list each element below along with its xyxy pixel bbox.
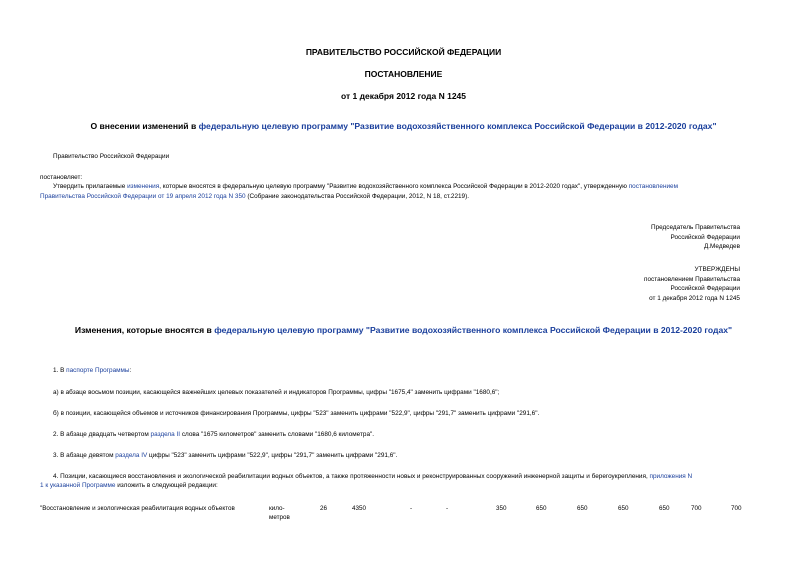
changes-link[interactable]: изменения bbox=[127, 183, 160, 190]
approved-block bbox=[644, 265, 740, 304]
appendix-link-part1[interactable]: приложения N bbox=[649, 473, 693, 480]
approved-date: от 1 декабря 2012 года N 1245 bbox=[649, 295, 740, 303]
table-row-unit-line2: метров bbox=[269, 514, 290, 521]
appendix-link-part2[interactable]: 1 к указанной Программе bbox=[40, 482, 116, 489]
document-date-number: от 1 декабря 2012 года N 1245 bbox=[340, 91, 467, 101]
signature-block bbox=[651, 223, 740, 252]
table-cell: 700 bbox=[691, 505, 702, 512]
resolution-link-part2[interactable]: Правительства Российской Федерации от 19 апреля 2012 года N 350 bbox=[40, 193, 246, 200]
table-cell: - bbox=[446, 505, 449, 512]
item-1a: а) в абзаце восьмом позиции, касающейся важнейших целевых показателей и индикаторов Программы, цифры "1675,4" заменить цифрами "1680,6"; bbox=[53, 389, 500, 396]
item-3 bbox=[53, 451, 397, 460]
signature-country: Российской Федерации bbox=[670, 233, 740, 241]
government-heading: ПРАВИТЕЛЬСТВО РОССИЙСКОЙ ФЕДЕРАЦИИ bbox=[305, 47, 502, 57]
program-passport-link[interactable]: паспорте Программы bbox=[66, 367, 130, 374]
item-4-suffix: изложить в следующей редакции: bbox=[115, 482, 218, 489]
document-title bbox=[0, 121, 807, 131]
item-2-suffix: слова "1675 километров" заменить словами "1680,6 километра". bbox=[180, 431, 375, 438]
table-cell: 650 bbox=[577, 505, 588, 512]
item-1-suffix: : bbox=[129, 367, 132, 374]
section-iv-link[interactable]: раздела IV bbox=[115, 452, 148, 459]
item-4-line2 bbox=[40, 481, 218, 490]
changes-title bbox=[0, 325, 807, 335]
title-program-link[interactable]: федеральную целевую программу "Развитие водохозяйственного комплекса Российской Федерации в 2012-2020 годах" bbox=[198, 121, 717, 131]
item-4-prefix: 4. Позиции, касающиеся восстановления и экологической реабилитации водных объектов, а также протяженности новых и реконструированных сооружений инженерной защиты и берегоукрепления, bbox=[53, 473, 650, 480]
table-row-name: "Восстановление и экологическая реабилитация водных объектов bbox=[40, 505, 235, 512]
item-4-line1 bbox=[53, 472, 692, 481]
section-ii-link[interactable]: раздела II bbox=[150, 431, 181, 438]
changes-title-prefix: Изменения, которые вносятся в bbox=[74, 325, 215, 335]
approved-heading: УТВЕРЖДЕНЫ bbox=[694, 266, 740, 273]
table-cell: 650 bbox=[618, 505, 629, 512]
table-cell: 350 bbox=[496, 505, 507, 512]
item-3-suffix: цифры "523" заменить цифрами "522,9", цифры "291,7" заменить цифрами "291,6". bbox=[147, 452, 398, 459]
item-2 bbox=[53, 430, 374, 439]
item-1-prefix: 1. В bbox=[53, 367, 67, 374]
approve-paragraph-line2 bbox=[40, 192, 469, 201]
table-row-unit-line1: кило- bbox=[269, 505, 285, 512]
item-2-prefix: 2. В абзаце двадцать четвертом bbox=[53, 431, 151, 438]
approved-resolution: постановлением Правительства bbox=[644, 275, 740, 283]
table-cell: 26 bbox=[320, 505, 328, 512]
table-cell: 650 bbox=[536, 505, 547, 512]
document-type: ПОСТАНОВЛЕНИЕ bbox=[364, 69, 443, 79]
item-1b: б) в позиции, касающейся объемов и источников финансирования Программы, цифры "523" заменить цифрами "522,9", цифры "291,7" заменить цифрами "291,6". bbox=[53, 410, 540, 417]
approve-paragraph-line1 bbox=[53, 182, 678, 191]
item-3-prefix: 3. В абзаце девятом bbox=[53, 452, 116, 459]
approve-suffix: (Собрание законодательства Российской Федерации, 2012, N 18, ст.2219). bbox=[245, 193, 470, 200]
table-cell: 4350 bbox=[352, 505, 367, 512]
approve-prefix: Утвердить прилагаемые bbox=[53, 183, 128, 190]
title-prefix: О внесении изменений в bbox=[90, 121, 199, 131]
resolves-line: постановляет: bbox=[40, 174, 83, 181]
approve-mid: , которые вносятся в федеральную целевую программу "Развитие водохозяйственного комплекса Российской Федерации в 2012-2020 годах", утвержденную bbox=[159, 183, 629, 190]
signature-position: Председатель Правительства bbox=[651, 224, 740, 231]
item-1 bbox=[53, 366, 131, 375]
resolution-link-part1[interactable]: постановлением bbox=[628, 183, 678, 190]
approved-country: Российской Федерации bbox=[670, 285, 740, 293]
table-cell: 700 bbox=[731, 505, 742, 512]
government-line: Правительство Российской Федерации bbox=[53, 153, 170, 160]
table-cell: 650 bbox=[659, 505, 670, 512]
table-cell: - bbox=[410, 505, 413, 512]
signature-name: Д.Медведев bbox=[703, 243, 740, 251]
changes-title-program-link[interactable]: федеральную целевую программу "Развитие водохозяйственного комплекса Российской Федерации в 2012-2020 годах" bbox=[214, 325, 733, 335]
